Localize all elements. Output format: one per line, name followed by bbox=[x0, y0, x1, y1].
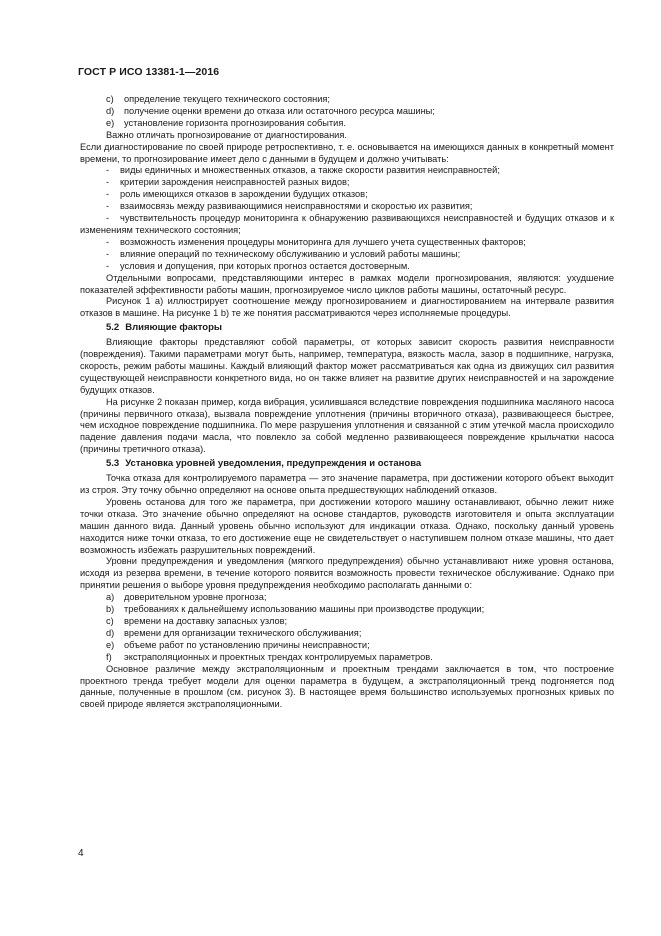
list-marker: a) bbox=[106, 592, 115, 603]
paragraph: Уровень останова для того же параметра, при достижении которого машину останавливают, обычно лежит ниже точки отказа. Это значение обычно определяют на основе стандартов, руководств изготовителя и опыта эксплуатации машин данного вида. Данный уровень обычно используют для индикации отказа. Однако, поскольку данный уровень находится ниже точки отказа, то его достижение еще не свидетельствует о наступившем полном отказе машины, что дает возможность избежать разрушительных повреждений. bbox=[80, 496, 614, 555]
dash-marker: - bbox=[106, 165, 110, 176]
paragraph: Если диагностирование по своей природе ретроспективно, т. е. основывается на имеющихся данных в конкретный момент времени, то прогнозирование имеет дело с данными в будущем и должно учитывать: bbox=[80, 141, 614, 164]
section-heading-5-2 bbox=[80, 322, 614, 334]
list-marker: e) bbox=[106, 117, 115, 128]
list-text: доверительном уровне прогноза; bbox=[124, 592, 267, 603]
dash-marker: - bbox=[106, 248, 110, 259]
dash-item bbox=[80, 261, 614, 273]
list-item bbox=[80, 616, 614, 628]
dash-text: чувствительность процедур мониторинга к обнаружению развивающихся неисправностей и будущих отказов и к изменениям технического состояния; bbox=[80, 213, 614, 235]
paragraph: Важно отличать прогнозирование от диагностирования. bbox=[106, 129, 347, 140]
list-item bbox=[80, 106, 614, 118]
list-marker: d) bbox=[106, 105, 115, 116]
dash-text: критерии зарождения неисправностей разных видов; bbox=[120, 177, 350, 188]
dash-item bbox=[80, 165, 614, 177]
list-text: получение оценки времени до отказа или остаточного ресурса машины; bbox=[124, 105, 435, 116]
list-marker: b) bbox=[106, 604, 115, 615]
dash-item bbox=[80, 249, 614, 261]
list-marker: e) bbox=[106, 639, 115, 650]
dash-text: возможность изменения процедуры мониторинга для лучшего учета существенных факторов; bbox=[120, 236, 526, 247]
list-marker: d) bbox=[106, 627, 115, 638]
list-marker: f) bbox=[106, 651, 112, 662]
dash-marker: - bbox=[106, 260, 110, 271]
dash-item bbox=[80, 201, 614, 213]
list-text: экстраполяционных и проектных трендах контролируемых параметров. bbox=[124, 651, 433, 662]
dash-text: роль имеющихся отказов в зарождении будущих отказов; bbox=[120, 189, 368, 200]
list-text: объеме работ по установлению причины неисправности; bbox=[124, 639, 370, 650]
list-item bbox=[80, 628, 614, 640]
dash-text: виды единичных и множественных отказов, а также скорости развития неисправностей; bbox=[120, 165, 500, 176]
list-text: определение текущего технического состояния; bbox=[124, 94, 330, 104]
paragraph: На рисунке 2 показан пример, когда вибрация, усилившаяся вследствие повреждения подшипника масляного насоса (причины первичного отказа), вызвала повреждение уплотнения (причины вторичного отказа), развивающееся быстрее, чем исходное повреждение подшипника. По мере разрушения уплотнения и связанной с этим утечкой масла происходило падение давления подачи масла, что повлекло за собой медленно развивающееся повреждение крыльчатки насоса (причины третичного отказа). bbox=[80, 396, 614, 455]
paragraph: Рисунок 1 а) иллюстрирует соотношение между прогнозированием и диагностированием на интервале развития отказов в машине. На рисунке 1 b) те же понятия рассматриваются через исполняемые процедуры. bbox=[80, 296, 614, 319]
list-text: времени для организации технического обслуживания; bbox=[124, 627, 362, 638]
list-marker: c) bbox=[106, 94, 114, 104]
dash-text: влияние операций по техническому обслуживанию и условий работы машины; bbox=[120, 248, 461, 259]
dash-text: условия и допущения, при которых прогноз остается достоверным. bbox=[120, 260, 410, 271]
dash-item bbox=[80, 237, 614, 249]
dash-marker: - bbox=[106, 213, 110, 224]
section-heading-5-3 bbox=[80, 458, 614, 470]
paragraph: Основное различие между экстраполяционным и проектным трендами заключается в том, что построение проектного тренда требует модели для оценки параметра в будущем, а экстраполяционный тренд подгоняется под данные, полученные в прошлом (см. рисунок 3). В настоящее время большинство используемых прогнозных кривых по своей природе является экстраполяционными. bbox=[80, 663, 614, 710]
section-title: Влияющие факторы bbox=[125, 322, 222, 334]
paragraph: Влияющие факторы представляют собой параметры, от которых зависит скорость развития неисправности (повреждения). Такими параметрами могут быть, например, температура, вязкость масла, зазор в подшипнике, нагрузка, скорость, режим работы машины. Каждый влияющий фактор может рассматриваться как одна из движущих сил развития существующей неисправности конкретного вида, но он также влияет на развитие других неисправностей и на зарождение будущих отказов. bbox=[80, 337, 614, 395]
dash-item bbox=[80, 177, 614, 189]
list-item bbox=[80, 592, 614, 604]
dash-item bbox=[80, 213, 614, 237]
list-text: требованиях к дальнейшему использованию машины при производстве продукции; bbox=[124, 604, 485, 615]
list-item bbox=[80, 94, 614, 106]
section-title: Установка уровней уведомления, предупреждения и останова bbox=[125, 458, 422, 470]
section-number: 5.3 bbox=[106, 458, 120, 470]
list-text: времени на доставку запасных узлов; bbox=[124, 615, 288, 626]
paragraph: Уровни предупреждения и уведомления (мягкого предупреждения) обычно устанавливают ниже уровня останова, исходя из резерва времени, в течение которого появится возможность провести техническое обслуживание. Однако при принятии решения о выборе уровня предупреждения необходимо располагать данными о: bbox=[80, 556, 614, 591]
dash-marker: - bbox=[106, 189, 110, 200]
list-item bbox=[80, 604, 614, 616]
dash-marker: - bbox=[106, 236, 110, 247]
paragraph: Отдельными вопросами, представляющими интерес в рамках модели прогнозирования, являются: ухудшение показателей эффективности работы машин, прогнозируемое число циклов работы машины, остаточный ресурс. bbox=[80, 272, 614, 295]
list-item bbox=[80, 652, 614, 664]
page-header: ГОСТ Р ИСО 13381-1—2016 bbox=[78, 66, 220, 78]
page-number: 4 bbox=[78, 848, 84, 859]
dash-marker: - bbox=[106, 177, 110, 188]
dash-text: взаимосвязь между развивающимися неисправностями и скоростью их развития; bbox=[120, 201, 473, 212]
list-text: установление горизонта прогнозирования события. bbox=[124, 117, 346, 128]
list-item bbox=[80, 640, 614, 652]
dash-marker: - bbox=[106, 201, 110, 212]
dash-item bbox=[80, 189, 614, 201]
page-content bbox=[80, 94, 614, 711]
section-number: 5.2 bbox=[106, 322, 120, 334]
list-item bbox=[80, 118, 614, 130]
paragraph: Точка отказа для контролируемого параметра — это значение параметра, при достижении которого объект выходит из строя. Эту точку обычно определяют на основе опыта предшествующих наблюдений отказов. bbox=[80, 473, 614, 495]
list-marker: c) bbox=[106, 615, 114, 626]
